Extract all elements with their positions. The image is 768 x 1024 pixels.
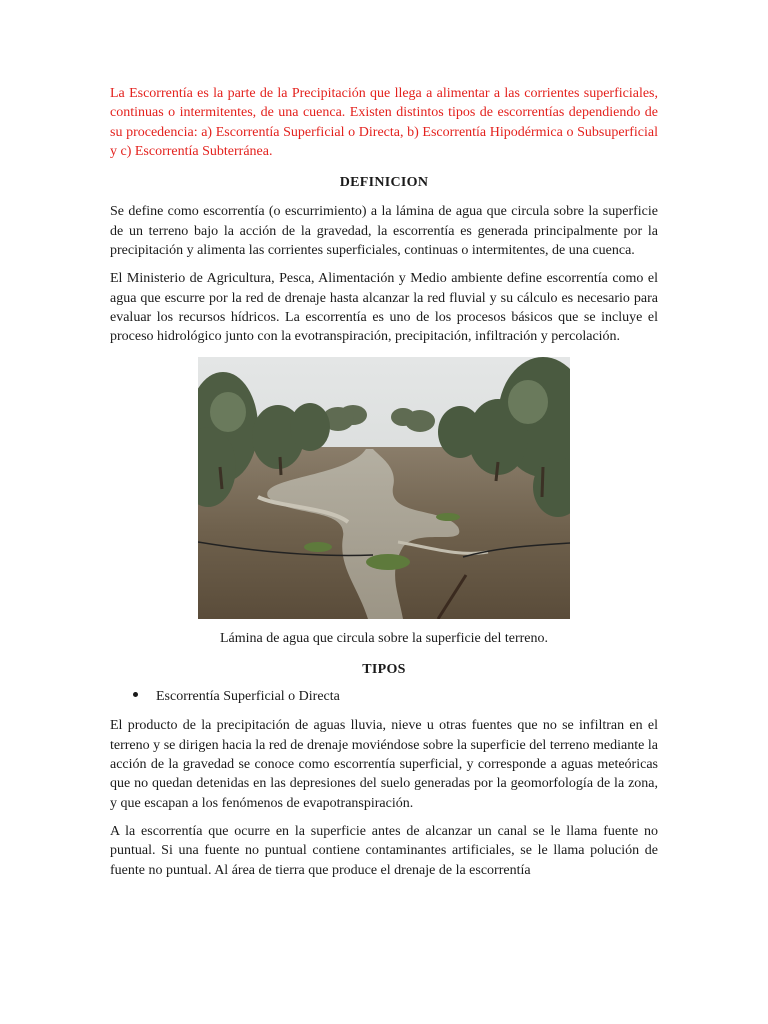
intro-paragraph: La Escorrentía es la parte de la Precipitación que llega a alimentar a las corrientes superficiales, continuas o intermitentes, de una cuenca. Existen distintos tipos de escorrentías dependiendo de su procedencia: a) Escorrentía Superficial o Directa, b) Escorrentía Hipodérmica o Subsuperficial y c) Escorrentía Subterránea.: [110, 86, 658, 159]
tipos-paragraph-2: A la escorrentía que ocurre en la superficie antes de alcanzar un canal se le llama fuente no puntual. Si una fuente no puntual contiene contaminantes artificiales, se le llama polución de fuente no puntual. Al área de tierra que produce el drenaje de la escorrentía: [110, 823, 658, 878]
photo-caption: Lámina de agua que circula sobre la superficie del terreno.: [219, 630, 549, 646]
heading-tipos: TIPOS: [362, 661, 406, 677]
definition-paragraph-1: Se define como escorrentía (o escurrimiento) a la lámina de agua que circula sobre la superficie de un terreno bajo la acción de la gravedad, la escorrentía es generada principalmente por la precipitación y alimenta las corrientes superficiales, continuas o intermitentes, de una cuenca.: [110, 204, 658, 259]
heading-definicion: DEFINICION: [339, 175, 429, 191]
olive-grove-runoff-photo: [198, 357, 570, 619]
bullet-dot: [133, 692, 138, 697]
tipos-paragraph-1: El producto de la precipitación de aguas lluvia, nieve u otras fuentes que no se infiltran en el terreno y se dirigen hacia la red de drenaje moviéndose sobre la superficie del terreno mediante la acción de la gravedad se conoce como escorrentía superficial, y corresponde a aguas meteóricas que no quedan detenidas en las depresiones del suelo generadas por la geomorfología de la zona, y que escapan a los fenómenos de evapotranspiración.: [110, 718, 658, 811]
photo-container: [110, 357, 658, 619]
definition-paragraph-2: El Ministerio de Agricultura, Pesca, Alimentación y Medio ambiente define escorrentía como el agua que escurre por la red de drenaje hasta alcanzar la red fluvial y su cálculo es necesario para evaluar los recursos hídricos. La escorrentía es uno de los procesos básicos que se incluye el proceso hidrológico junto con la evotranspiración, precipitación, infiltración y percolación.: [110, 271, 658, 345]
document-content: [110, 84, 658, 889]
bullet-item: [110, 687, 658, 706]
bullet-text: Escorrentía Superficial o Directa: [156, 689, 340, 705]
